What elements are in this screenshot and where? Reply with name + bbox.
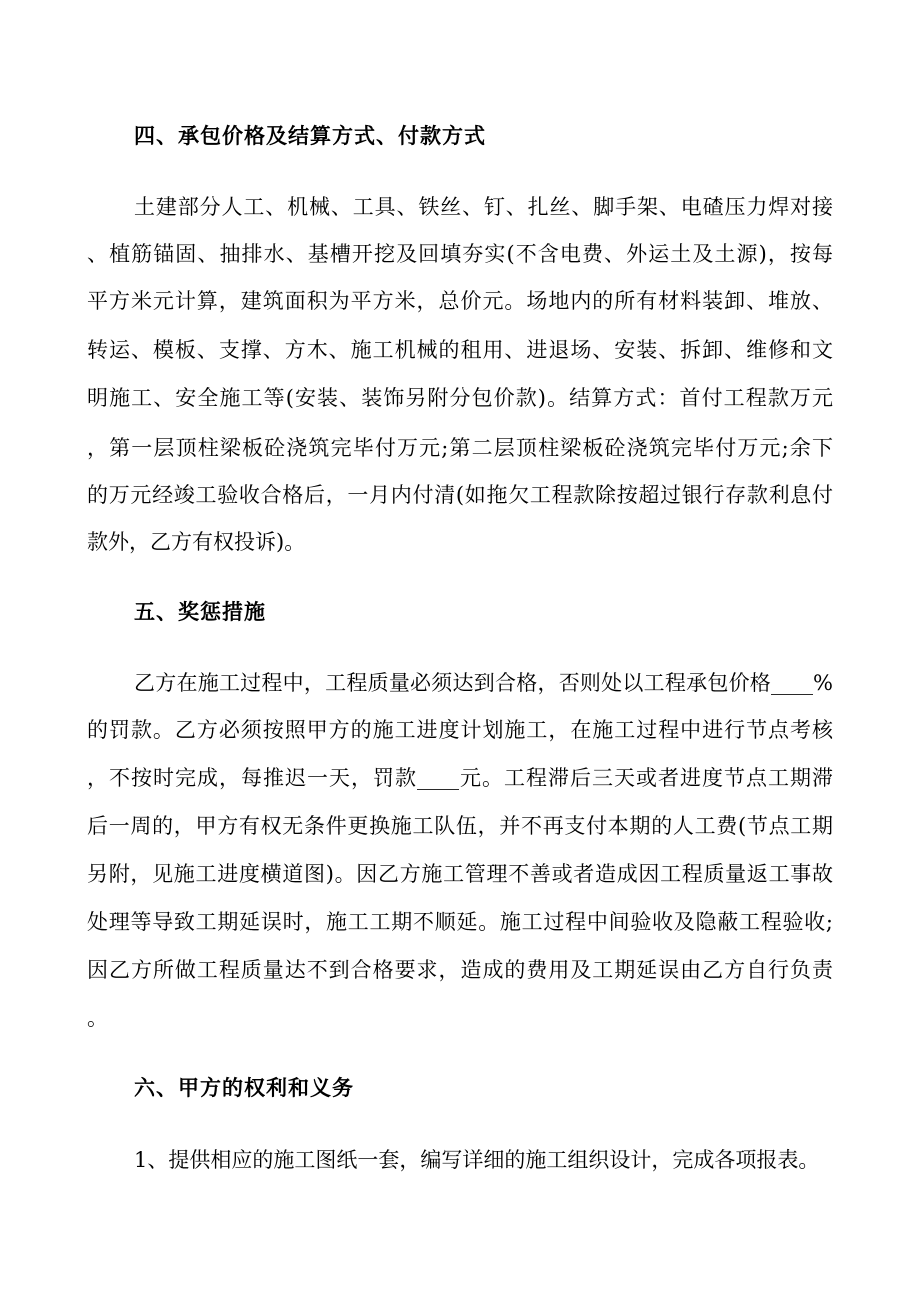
- paragraph-line: 因乙方所做工程质量达不到合格要求，造成的费用及工期延误由乙方自行负责: [87, 958, 833, 982]
- paragraph-line: 另附，见施工进度横道图)。因乙方施工管理不善或者造成因工程质量返工事故: [87, 862, 833, 886]
- paragraph-line: ，不按时完成，每推迟一天，罚款____元。工程滞后三天或者进度节点工期滞: [87, 766, 833, 790]
- section-heading-6: 六、甲方的权利和义务: [134, 1075, 354, 1100]
- paragraph-line: 土建部分人工、机械、工具、铁丝、钉、扎丝、脚手架、电碴压力焊对接: [134, 195, 833, 219]
- paragraph-line: 平方米元计算，建筑面积为平方米，总价元。场地内的所有材料装卸、堆放、: [87, 289, 833, 313]
- section-heading-4: 四、承包价格及结算方式、付款方式: [134, 123, 486, 148]
- paragraph-line: 转运、模板、支撑、方木、施工机械的租用、进退场、安装、拆卸、维修和文: [87, 338, 833, 362]
- paragraph-line: 后一周的，甲方有权无条件更换施工队伍，并不再支付本期的人工费(节点工期: [87, 814, 833, 838]
- paragraph-line: 乙方在施工过程中，工程质量必须达到合格，否则处以工程承包价格____%: [134, 671, 833, 695]
- paragraph-line: 的万元经竣工验收合格后，一月内付清(如拖欠工程款除按超过银行存款利息付: [87, 483, 833, 507]
- section-heading-5: 五、奖惩措施: [134, 599, 266, 624]
- paragraph-line: 的罚款。乙方必须按照甲方的施工进度计划施工，在施工过程中进行节点考核: [87, 718, 833, 742]
- paragraph-line: 。: [87, 1006, 108, 1030]
- paragraph-line: 1、提供相应的施工图纸一套，编写详细的施工组织设计，完成各项报表。: [134, 1148, 820, 1172]
- paragraph-line: ，第一层顶柱梁板砼浇筑完毕付万元;第二层顶柱梁板砼浇筑完毕付万元;余下: [87, 436, 833, 460]
- paragraph-line: 处理等导致工期延误时，施工工期不顺延。施工过程中间验收及隐蔽工程验收;: [87, 910, 833, 934]
- paragraph-line: 、植筋锚固、抽排水、基槽开挖及回填夯实(不含电费、外运土及土源)，按每: [87, 242, 833, 266]
- paragraph-line: 款外，乙方有权投诉)。: [87, 530, 306, 554]
- paragraph-line: 明施工、安全施工等(安装、装饰另附分包价款)。结算方式：首付工程款万元: [87, 386, 833, 410]
